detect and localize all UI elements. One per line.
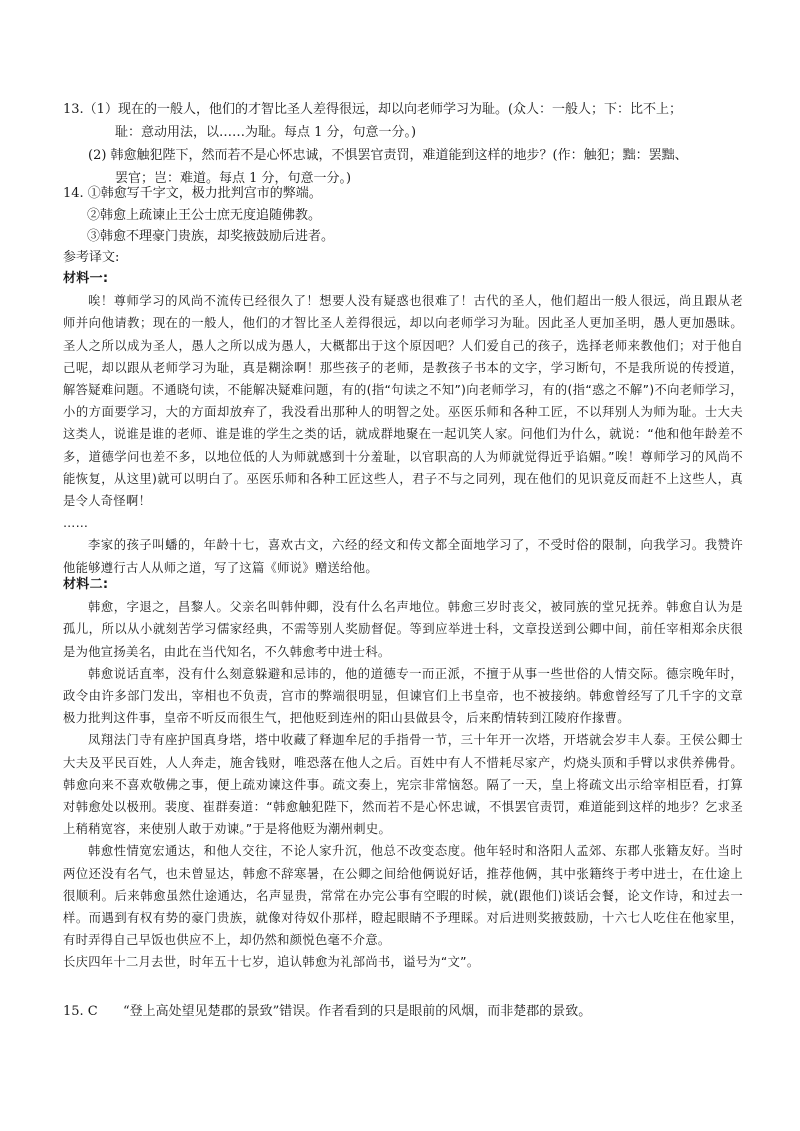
answer-13-line-4: 罢官；岂：难道。每点 1 分，句意一分。) <box>115 171 352 186</box>
answer-15-number: 15. C <box>63 1004 98 1019</box>
material-two <box>63 574 743 974</box>
answer-13-line-2: 耻：意动用法，以……为耻。每点 1 分，句意一分。) <box>115 125 417 140</box>
material-one-paragraph-2: 李家的孩子叫蟠的，年龄十七，喜欢古文，六经的经文和传文都全面地学习了，不受时俗的限制，向我学习。我赞许他能够遵行古人从师之道，写了这篇《师说》赠送给他。 <box>63 538 743 575</box>
answer-15 <box>63 1000 591 1019</box>
material-two-paragraph-4: 韩愈性情宽宏通达，和他人交往，不论人家升沉，他总不改变态度。他年轻时和洛阳人孟郊、东郡人张籍友好。当时两位还没有名气，也未曾显达，韩愈不辞寒暑，在公卿之间给他俩说好话，推荐他俩，其中张籍终于考中进士，在仕途上很顺利。后来韩愈虽然仕途通达，名声显贵，常常在办完公事有空暇的时候，就(跟他们)谈话会餐，论文作诗，和过去一样。而遇到有权有势的豪门贵族，就像对待奴仆那样，瞪起眼睛不予理睬。对后进则奖掖鼓励，十六七人吃住在他家里，有时弄得自己早饭也供应不上，却仍然和颜悦色毫不介意。 <box>63 844 743 948</box>
material-one-heading: 材料一: <box>63 271 109 286</box>
answer-13 <box>63 98 743 190</box>
material-two-paragraph-3: 凤翔法门寺有座护国真身塔，塔中收藏了释迦牟尼的手指骨一节，三十年开一次塔，开塔就会岁丰人泰。王侯公卿士大夫及平民百姓，人人奔走，施舍钱财，唯恐落在他人之后。百姓中有人不惜耗尽家产，灼烧头顶和手臂以求供养佛骨。韩愈向来不喜欢敬佛之事，便上疏劝谏这件事。疏文奏上，宪宗非常恼怒。隔了一天，皇上将疏文出示给宰相臣看，打算对韩愈处以极刑。裴度、崔群奏道：“韩愈触犯陛下，然而若不是心怀忠诚，不惧罢官责罚，难道能到这样的地步？乞求圣上稍稍宽容，来使别人敢于劝谏。”于是将他贬为潮州刺史。 <box>63 733 743 837</box>
material-one-paragraph-1: 唉！尊师学习的风尚不流传已经很久了！想要人没有疑惑也很难了！古代的圣人，他们超出一般人很远，尚且跟从老师并向他请教；现在的一般人，他们的才智比圣人差得很远，却以向老师学习为耻。因此圣人更加圣明，愚人更加愚昧。圣人之所以成为圣人，愚人之所以成为愚人，大概都出于这个原因吧？人们爱自己的孩子，选择老师来教他们；对于他自己呢，却以跟从老师学习为耻，真是糊涂啊！那些孩子的老师，是教孩子书本的文字，学习断句，不是我所说的传授道，解答疑难问题。不通晓句读，不能解决疑难问题，有的(指“句读之不知”)向老师学习，有的(指“惑之不解”)不向老师学习，小的方面要学习，大的方面却放弃了，我没看出那种人的明智之处。巫医乐师和各种工匠，不以拜别人为师为耻。士大夫这类人，说谁是谁的老师、谁是谁的学生之类的话，就成群地聚在一起讥笑人家。问他们为什么，就说：“他和他年龄差不多，道德学问也差不多，以地位低的人为师就感到十分羞耻，以官职高的人为师就觉得近乎谄媚。”唉！尊师学习的风尚不能恢复，从这里)就可以明白了。巫医乐师和各种工匠这些人，君子不与之同列，现在他们的见识竟反而赶不上这些人，真是令人奇怪啊！ <box>63 294 743 509</box>
answer-14-line-3: ③韩愈不理豪门贵族，却奖掖鼓励后进者。 <box>87 229 335 244</box>
answer-13-line-1: 13.（1）现在的一般人，他们的才智比圣人差得很远，却以向老师学习为耻。(众人：一般人；下：比不上； <box>63 102 683 117</box>
answer-14-line-2: ②韩愈上疏谏止王公士庶无度追随佛教。 <box>87 207 322 223</box>
answer-13-line-3: (2) 韩愈触犯陛下，然而若不是心怀忠诚，不惧罢官责罚，难道能到这样的地步？(作：触犯；黜：罢黜、 <box>88 148 688 163</box>
material-two-heading: 材料二: <box>63 577 109 592</box>
material-one <box>63 268 743 579</box>
answer-14-line-1: 14. ①韩愈写千字文，极力批判宫市的弊端。 <box>63 186 322 201</box>
material-two-paragraph-1: 韩愈，字退之，昌黎人。父亲名叫韩仲卿，没有什么名声地位。韩愈三岁时丧父，被同族的堂兄抚养。韩愈自认为是孤儿，所以从小就刻苦学习儒家经典，不需等别人奖励督促。等到应举进士科，文章投送到公卿中间，前任宰相郑余庆很是为他宣扬美名，由此在当代知名，不久韩愈考中进士科。 <box>63 600 743 659</box>
answer-14 <box>63 183 334 248</box>
answer-15-text: “登上高处望见楚郡的景致”错误。作者看到的只是眼前的风烟，而非楚郡的景致。 <box>123 1004 592 1019</box>
ellipsis: …… <box>63 516 89 531</box>
material-two-paragraph-5: 长庆四年十二月去世，时年五十七岁，追认韩愈为礼部尚书，谥号为“文”。 <box>63 955 480 970</box>
reference-translation-label: 参考译文: <box>63 250 120 265</box>
material-two-paragraph-2: 韩愈说话直率，没有什么刻意躲避和忌讳的，他的道德专一而正派，不擅于从事一些世俗的人情交际。德宗晚年时，政令由许多部门发出，宰相也不负责，宫市的弊端很明显，但谏官们上书皇帝，也不被接纳。韩愈曾经写了几千字的文章极力批判这件事，皇帝不听反而很生气，把他贬到连州的阳山县做县令，后来酌情转到江陵府作掾曹。 <box>63 666 743 726</box>
